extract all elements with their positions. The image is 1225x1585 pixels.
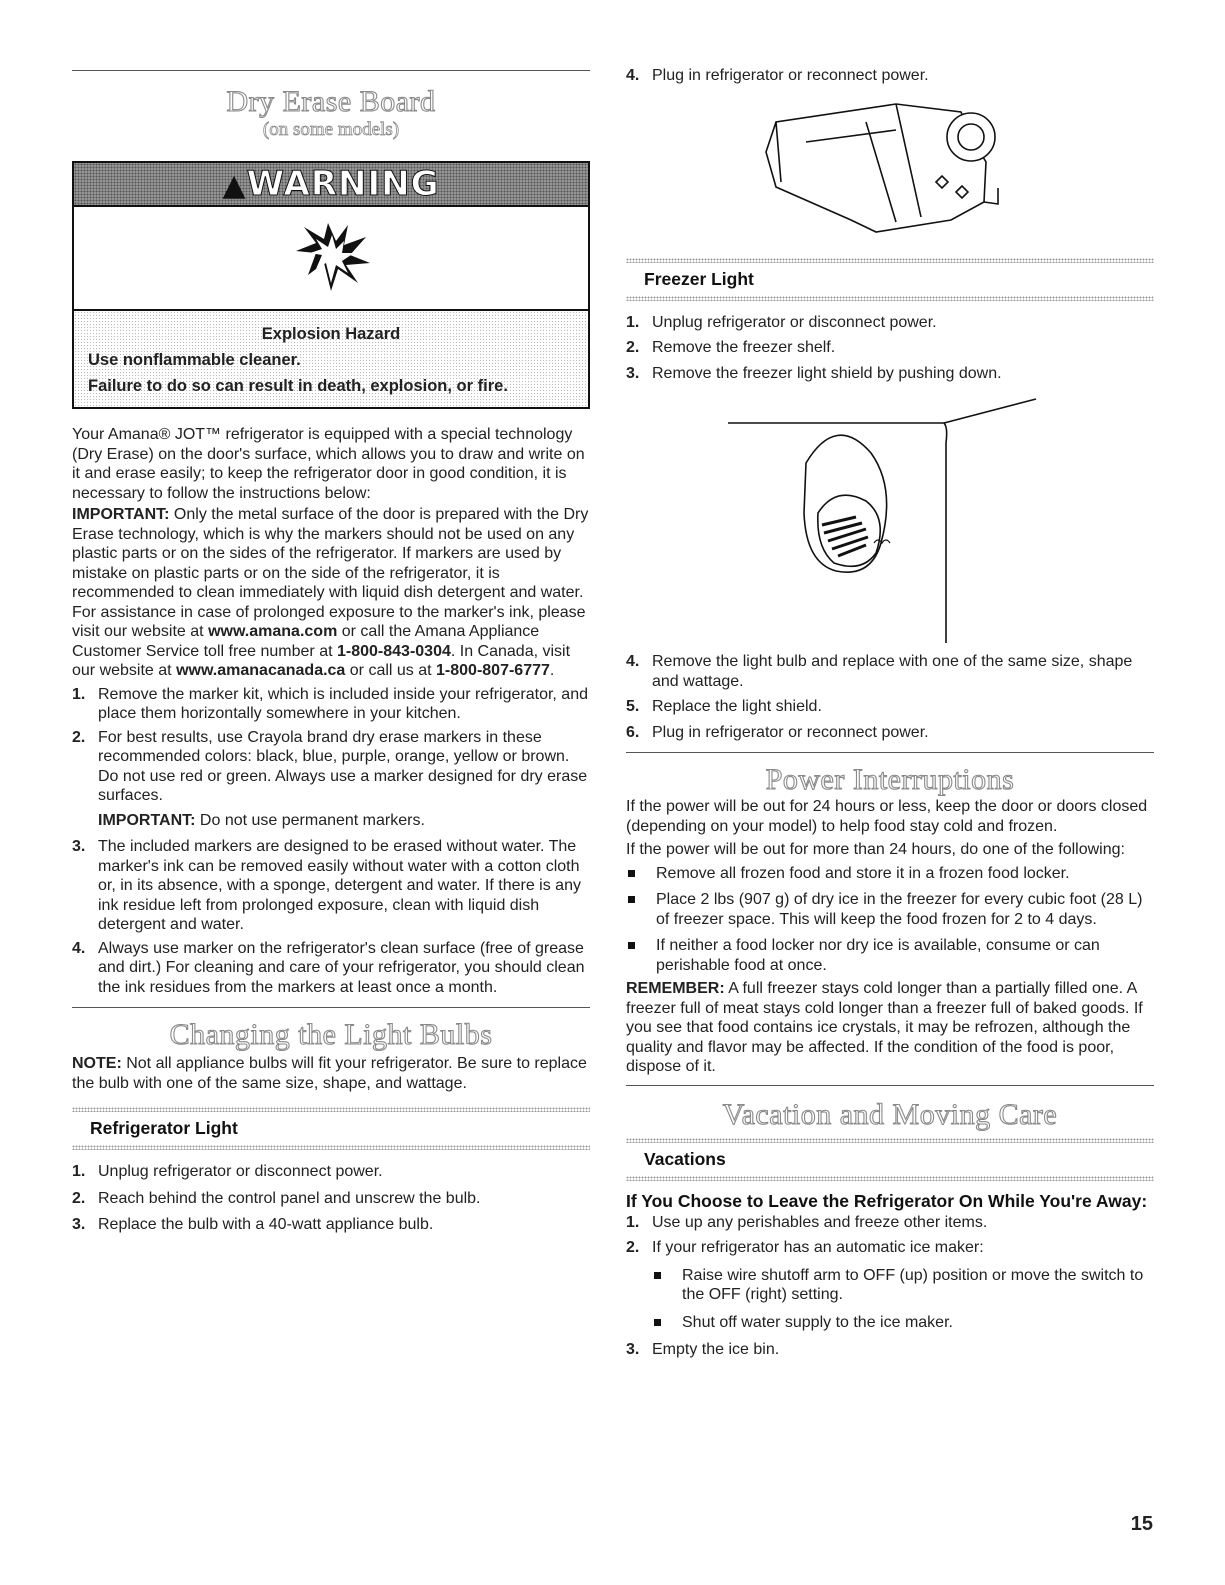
- list-item: 2. Remove the freezer shelf.: [626, 339, 836, 356]
- list-item: 3. Replace the bulb with a 40-watt appliance bulb.: [72, 1216, 434, 1233]
- list-item: Place 2 lbs (907 g) of dry ice in the freezer for every cubic foot (28 L) of freezer space. This will keep the food frozen for 2 to 4 days.: [626, 890, 1154, 929]
- list-item: 4. Always use marker on the refrigerator's clean surface (free of grease and dirt.) For cleaning and care of your refrigerator, you should clean the ink residues from the markers at least once a month.: [72, 939, 585, 996]
- subheading-refrigerator-light: Refrigerator Light: [90, 1118, 238, 1138]
- section-title-power-interruptions: Power Interruptions: [765, 763, 1015, 796]
- bullet-icon: [652, 1313, 682, 1333]
- phone-number: 1-800-807-6777: [436, 662, 550, 679]
- dotted-divider: [72, 1145, 590, 1150]
- vacation-steps: [626, 1213, 1154, 1258]
- bullet-icon: [626, 936, 656, 975]
- important-note: IMPORTANT: Do not use permanent markers.: [98, 811, 425, 829]
- dotted-divider: [626, 296, 1154, 301]
- dry-erase-steps: [72, 685, 590, 998]
- list-item: If neither a food locker nor dry ice is available, consume or can perishable food at once.: [626, 936, 1154, 975]
- divider: [72, 70, 590, 71]
- list-item: 1. Unplug refrigerator or disconnect power.: [626, 313, 937, 331]
- hazard-title: Explosion Hazard: [261, 325, 401, 343]
- list-item: 3. Empty the ice bin.: [626, 1341, 780, 1358]
- freezer-light-shield-illustration: [626, 393, 1154, 648]
- list-item: 2. Reach behind the control panel and unscrew the bulb.: [72, 1189, 481, 1207]
- divider: [72, 1007, 590, 1008]
- warning-triangle-icon: ▲: [222, 168, 247, 203]
- website-link: www.amanacanada.ca: [176, 662, 346, 679]
- dotted-divider: [626, 1176, 1154, 1181]
- warning-label: ▲WARNING: [222, 164, 440, 204]
- list-item: 3. Remove the freezer light shield by pushing down.: [626, 364, 1002, 382]
- subheading-freezer-light: Freezer Light: [644, 268, 754, 289]
- vacation-heading: If You Choose to Leave the Refrigerator On While You're Away:: [626, 1190, 1148, 1211]
- list-item: 2. If your refrigerator has an automatic ice maker:: [626, 1239, 984, 1256]
- list-item: 4. Remove the light bulb and replace with one of the same size, shape and wattage.: [626, 653, 1133, 690]
- power-paragraph: If the power will be out for more than 24 hours, do one of the following:: [626, 841, 1125, 858]
- warning-line: Use nonflammable cleaner.: [88, 351, 301, 369]
- ice-maker-bullets: [652, 1266, 1154, 1333]
- remember-paragraph: REMEMBER: A full freezer stays cold longer than a partially filled one. A freezer full of meat stays cold longer than a freezer full of baked goods. If you see that food contains ice crystals, it may be refrozen, although the quality and flavor may be affected. If the condition of the food is poor, dispose of it.: [626, 980, 1143, 1075]
- list-item: 3. The included markers are designed to be erased without water. The marker's ink can be removed easily without water with a cotton cloth or, in its absence, with a sponge, detergent and water. If there is any ink residue left from prolonged exposure, clean with liquid dish detergent and water.: [72, 838, 581, 933]
- list-item: 6. Plug in refrigerator or reconnect power.: [626, 723, 929, 741]
- power-bullet-list: [626, 864, 1154, 976]
- list-item: 1. Unplug refrigerator or disconnect power.: [72, 1163, 383, 1180]
- explosion-icon: [74, 207, 588, 311]
- divider: [626, 1085, 1154, 1086]
- warning-bar: [74, 163, 588, 207]
- list-item: 1. Use up any perishables and freeze other items.: [626, 1213, 988, 1231]
- phone-number: 1-800-843-0304: [337, 642, 451, 660]
- bullet-icon: [652, 1266, 682, 1305]
- important-paragraph: IMPORTANT: Only the metal surface of the door is prepared with the Dry Erase technology, which is why the markers should not be used on any plastic parts or on the sides of the refrigerator. If markers are used by mistake on plastic parts or on the side of the refrigerator, it is recommended to clean immediately with liquid dish detergent and water. For assistance in case of prolonged exposure to the marker's ink, please visit our website at www.amana.com or call the Amana Appliance Customer Service toll free number at 1-800-843-0304. In Canada, visit our website at www.amanacanada.ca or call us at 1-800-807-6777.: [72, 506, 589, 679]
- list-item: 5. Replace the light shield.: [626, 698, 822, 715]
- refrigerator-light-shield-illustration: [746, 92, 1154, 242]
- warning-line: Failure to do so can result in death, explosion, or fire.: [88, 377, 508, 395]
- subheading-vacations: Vacations: [644, 1148, 726, 1169]
- power-paragraph: If the power will be out for 24 hours or less, keep the door or doors closed (depending on your model) to help food stay cold and frozen.: [626, 798, 1148, 835]
- page-number: 15: [1130, 1513, 1153, 1535]
- section-title-vacation: Vacation and Moving Care: [722, 1097, 1058, 1131]
- left-column: [72, 0, 590, 1235]
- warning-box: [72, 161, 590, 409]
- section-subtitle: (on some models): [262, 119, 400, 140]
- list-item: 2. For best results, use Crayola brand dry erase markers in these recommended colors: black, blue, purple, orange, yellow or brown. Do not use red or green. Always use a marker designed for dry erase surfaces. IMPORTANT: Do not use permanent markers.: [72, 728, 590, 831]
- section-title-dry-erase: Dry Erase Board: [226, 85, 436, 118]
- divider: [626, 752, 1154, 753]
- warning-text: [74, 311, 588, 407]
- bullet-icon: [626, 864, 656, 884]
- freezer-light-steps-continued: [626, 652, 1154, 742]
- bullet-icon: [626, 890, 656, 929]
- section-title-light-bulbs: Changing the Light Bulbs: [169, 1018, 493, 1051]
- freezer-light-steps: [626, 313, 1154, 384]
- website-link: www.amana.com: [208, 623, 338, 640]
- dry-erase-intro: Your Amana® JOT™ refrigerator is equipped with a special technology (Dry Erase) on the door's surface, which allows you to draw and write on it and erase easily; to keep the refrigerator door in good condition, it is necessary to follow the instructions below:: [72, 426, 585, 502]
- list-item: 1. Remove the marker kit, which is included inside your refrigerator, and place them horizontally somewhere in your kitchen.: [72, 685, 588, 722]
- right-column: [626, 0, 1154, 1360]
- list-item: 4. Plug in refrigerator or reconnect power.: [626, 67, 929, 84]
- list-item: Remove all frozen food and store it in a frozen food locker.: [626, 864, 1154, 884]
- refrigerator-light-steps: [72, 1162, 590, 1235]
- list-item: Raise wire shutoff arm to OFF (up) position or move the switch to the OFF (right) setting.: [652, 1266, 1154, 1305]
- bulbs-note: NOTE: Not all appliance bulbs will fit your refrigerator. Be sure to replace the bulb with one of the same size, shape, and wattage.: [72, 1055, 587, 1092]
- list-item: Shut off water supply to the ice maker.: [652, 1313, 1154, 1333]
